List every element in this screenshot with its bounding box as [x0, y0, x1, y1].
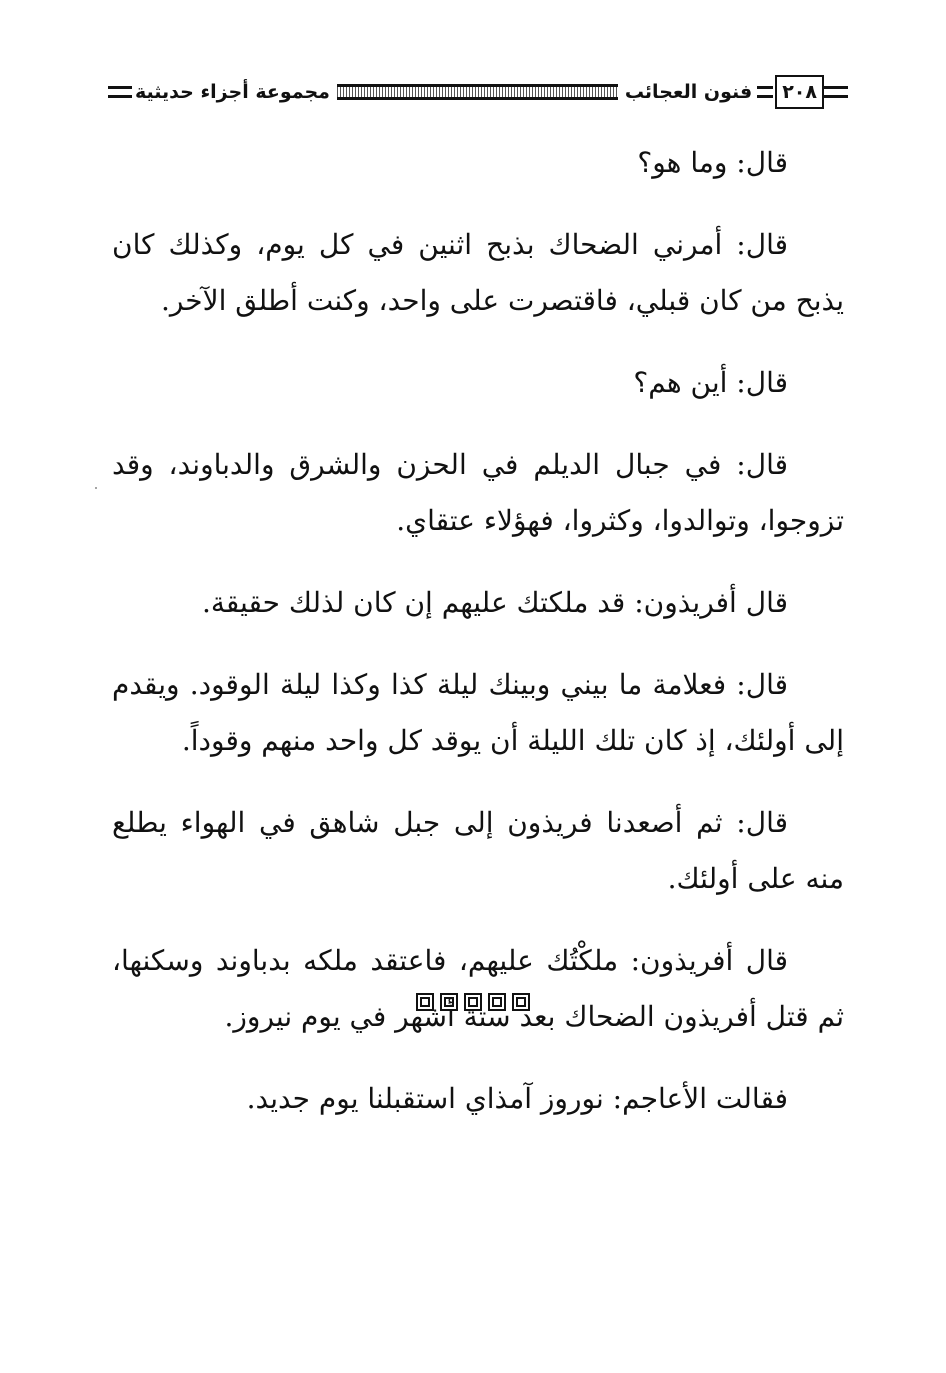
paragraph: قال أفريذون: قد ملكتك عليهم إن كان لذلك حقيقة.	[201, 586, 788, 619]
end-ornament-box	[440, 993, 458, 1011]
paragraph: قال: وما هو؟	[637, 146, 788, 179]
header-rule	[337, 84, 618, 100]
header-ornament-right	[824, 86, 848, 98]
end-ornament	[0, 993, 946, 1011]
paragraph: فقالت الأعاجم: نوروز آمذاي استقبلنا يوم جديد.	[246, 1082, 788, 1115]
end-ornament-box	[416, 993, 434, 1011]
paragraph: قال: ثم أصعدنا فريذون إلى جبل شاهق في الهواء يطلع منه على أولئك.	[112, 806, 844, 895]
paragraph: قال: أمرني الضحاك بذبح اثنين في كل يوم، وكذلك كان يذبح من كان قبلي، فاقتصرت على واحد، وكنت أطلق الآخر.	[112, 228, 844, 317]
paragraph: قال أفريذون: ملكْتُك عليهم، فاعتقد ملكه بدباوند وسكنها، ثم قتل أفريذون الضحاك بعد ستة أشهر في يوم نيروز.	[112, 944, 844, 1033]
running-header	[108, 70, 848, 114]
book-title: فنون العجائب	[624, 81, 753, 103]
header-ornament-left	[108, 86, 132, 98]
paragraph: قال: أين هم؟	[633, 366, 788, 399]
paragraph: قال: في جبال الديلم في الحزن والشرق والدباوند، وقد تزوجوا، وتوالدوا، وكثروا، فهؤلاء عتقاي.	[112, 448, 844, 537]
paragraph: قال: فعلامة ما بيني وبينك ليلة كذا وكذا ليلة الوقود. ويقدم إلى أولئك، إذ كان تلك الليلة أن يوقد كل واحد منهم وقوداً.	[112, 668, 844, 757]
page-number: ٢٠٨	[775, 75, 824, 109]
end-ornament-box	[512, 993, 530, 1011]
header-ornament-small	[757, 86, 773, 98]
scan-speck	[95, 487, 97, 489]
series-title: مجموعة أجزاء حديثية	[135, 81, 330, 103]
end-ornament-box	[464, 993, 482, 1011]
end-ornament-box	[488, 993, 506, 1011]
